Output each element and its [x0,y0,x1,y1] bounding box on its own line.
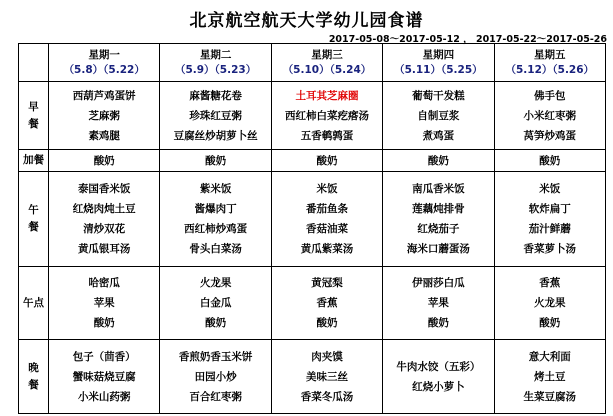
menu-cell [49,267,160,340]
day-date: （5.11）（5.25） [394,63,483,76]
meal-label-line: 午 [28,204,39,216]
dish-item: 西红柿炒鸡蛋 [184,223,248,235]
menu-cell [160,82,271,150]
menu-cell [49,82,160,150]
menu-cell [160,267,271,340]
menu-cell [494,150,605,172]
menu-cell [271,267,382,340]
dish-item: 素鸡腿 [88,129,120,142]
meal-label [19,267,49,340]
menu-cell [494,172,605,267]
dish-item: 酸奶 [539,154,561,167]
menu-cell [383,150,494,172]
dish-item: 百合红枣粥 [189,390,242,403]
dish-item: 酸奶 [316,317,338,329]
dish-item: 哈密瓜 [88,277,120,289]
dish-item: 香菜冬瓜汤 [300,390,354,403]
dish-item: 酸奶 [205,154,227,167]
meal-label-line: 餐 [28,221,39,233]
day-name: 星期一 [88,48,120,61]
header-row [19,44,606,82]
menu-cell [49,172,160,267]
menu-cell [271,150,382,172]
dish-item: 酸奶 [427,154,449,167]
dish-item: 豆腐丝炒胡萝卜丝 [173,129,258,142]
meal-label-line: 餐 [28,117,39,130]
day-date: （5.9）（5.23） [174,63,257,76]
dish-item: 软炸扁丁 [528,203,571,215]
dish-item: 海米口蘑蛋汤 [406,243,470,255]
page-title: 北京航空航天大学幼儿园食谱 [189,11,424,31]
meal-row-afternoon-snack [19,267,606,340]
dish-item: 黄瓜紫菜汤 [300,243,354,255]
menu-cell [494,82,605,150]
dish-item: 珍珠红豆粥 [189,109,242,122]
dish-item: 田园小炒 [194,370,237,383]
dish-item: 伊丽莎白瓜 [412,277,465,289]
meal-label [19,82,49,150]
dish-item: 葡萄干发糕 [412,89,465,102]
dish-item: 泰国香米饭 [77,183,131,195]
dish-item: 酸奶 [205,317,227,329]
dish-item: 香煎奶香玉米饼 [178,350,253,363]
dish-item: 酸奶 [316,154,338,167]
dish-item: 红烧肉炖土豆 [72,203,136,215]
dish-item: 蟹味菇烧豆腐 [72,370,136,383]
dish-item: 茄汁鲜蘑 [528,223,571,235]
dish-item: 莴笋炒鸡蛋 [523,129,577,142]
menu-cell [383,82,494,150]
dish-item: 南瓜香米饭 [412,183,465,195]
dish-item: 香菇油菜 [305,223,348,235]
day-header-tue [160,44,271,82]
menu-cell [383,172,494,267]
meal-label-line: 早 [28,100,39,113]
dish-item: 小米山药粥 [77,390,131,403]
menu-cell [271,82,382,150]
menu-cell [383,340,494,414]
dish-item: 麻酱糖花卷 [189,89,242,102]
dish-item: 美味三丝 [305,370,348,383]
dish-item: 烤土豆 [534,370,566,383]
dish-item: 红烧茄子 [417,223,460,235]
meal-label [19,340,49,414]
dish-item: 紫米饭 [199,183,232,195]
dish-item: 肉夹馍 [311,350,343,363]
dish-item: 白金瓜 [199,297,232,309]
dish-item: 火龙果 [199,277,232,289]
dish-item-highlighted: 土耳其芝麻圈 [295,89,359,102]
dish-item: 清炒双花 [83,223,126,235]
dish-item: 米饭 [539,183,561,195]
day-name: 星期二 [199,48,232,61]
dish-item: 牛肉水饺（五彩） [396,360,481,373]
menu-cell [271,172,382,267]
day-header-thu [383,44,494,82]
menu-cell [160,150,271,172]
dish-item: 佛手包 [534,89,566,102]
day-header-wed [271,44,382,82]
menu-table [18,43,606,414]
meal-row-dinner [19,340,606,414]
dish-item: 香蕉 [316,297,338,309]
day-name: 星期三 [311,48,343,61]
menu-cell [383,267,494,340]
dish-item: 包子（茴香） [72,350,136,363]
dish-item: 苹果 [93,297,115,309]
meal-label [19,172,49,267]
menu-cell [160,340,271,414]
dish-item: 西葫芦鸡蛋饼 [72,89,136,102]
day-date: （5.10）（5.24） [282,63,372,76]
dish-item: 自制豆浆 [417,109,460,122]
dish-item: 米饭 [316,183,338,195]
dish-item: 红烧小萝卜 [412,380,465,393]
dish-item: 火龙果 [534,297,566,309]
dish-item: 香蕉 [539,277,561,289]
dish-item: 黄瓜银耳汤 [77,243,131,255]
dish-item: 苹果 [427,297,449,309]
meal-label-line: 晚 [28,361,39,374]
day-header-fri [494,44,605,82]
dish-item: 黄冠梨 [311,277,343,289]
day-date: （5.8）（5.22） [63,63,145,76]
dish-item: 酸奶 [93,154,115,167]
menu-cell [494,267,605,340]
dish-item: 意大利面 [528,350,571,363]
day-name: 星期五 [534,48,566,61]
dish-item: 莲藕炖排骨 [412,203,465,215]
dish-item: 酸奶 [539,317,561,329]
dish-item: 小米红枣粥 [523,109,577,122]
date-range: 2017-05-08～2017-05-12 ， 2017-05-22～2017-05-26 [328,34,607,45]
dish-item: 芝麻粥 [88,109,120,122]
dish-item: 西红柿白菜疙瘩汤 [284,109,369,122]
dish-item: 酸奶 [93,317,115,329]
meal-row-breakfast [19,82,606,150]
meal-row-snack [19,150,606,172]
dish-item: 煮鸡蛋 [422,129,455,142]
dish-item: 酱爆肉丁 [194,203,237,215]
menu-cell [494,340,605,414]
dish-item: 酸奶 [427,317,449,329]
meal-label [19,150,49,172]
day-header-mon [49,44,160,82]
menu-cell [160,172,271,267]
menu-cell [49,150,160,172]
meal-label-line: 午点 [23,296,44,309]
menu-cell [271,340,382,414]
meal-label-line: 加餐 [23,154,44,166]
dish-item: 五香鹌鹑蛋 [300,129,354,142]
meal-row-lunch [19,172,606,267]
dish-item: 番茄鱼条 [305,203,348,215]
corner-cell [19,44,49,82]
meal-label-line: 餐 [28,378,39,391]
day-name: 星期四 [422,48,455,61]
dish-item: 生菜豆腐汤 [523,390,577,403]
menu-cell [49,340,160,414]
day-date: （5.12）（5.26） [505,63,595,76]
dish-item: 骨头白菜汤 [189,243,242,255]
dish-item: 香菜萝卜汤 [523,243,577,255]
